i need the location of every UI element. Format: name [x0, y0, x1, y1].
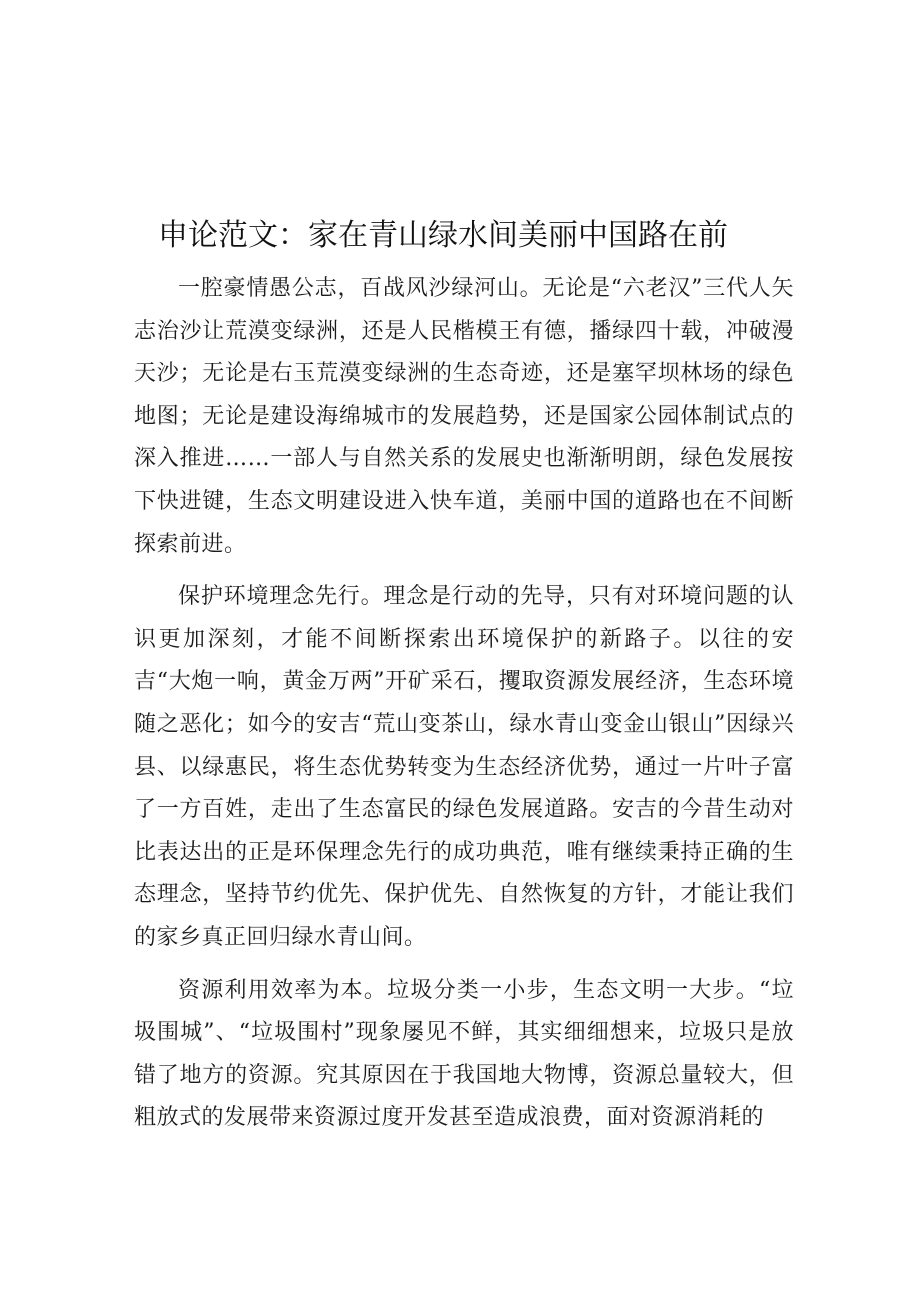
paragraph-environment-concept: 保护环境理念先行。理念是行动的先导，只有对环境问题的认识更加深刻，才能不间断探索出环境保护的新路子。以往的安吉“大炮一响，黄金万两”开矿采石，攫取资源发展经济，生态环境随之恶化；如今的安吉“荒山变茶山，绿水青山变金山银山”因绿兴县、以绿惠民，将生态优势转变为生态经济优势，通过一片叶子富了一方百姓，走出了生态富民的绿色发展道路。安吉的今昔生动对比表达出的正是环保理念先行的成功典范，唯有继续秉持正确的生态理念，坚持节约优先、保护优先、自然恢复的方针，才能让我们的家乡真正回归绿水青山间。	[134, 584, 794, 950]
paragraph-resource-efficiency: 资源利用效率为本。垃圾分类一小步，生态文明一大步。“垃圾围城”、“垃圾围村”现象屡见不鲜，其实细细想来，垃圾只是放错了地方的资源。究其原因在于我国地大物博，资源总量较大，但粗放式的发展带来资源过度开发甚至造成浪费，面对资源消耗的	[134, 977, 794, 1131]
paragraph-intro: 一腔豪情愚公志，百战风沙绿河山。无论是“六老汉”三代人矢志治沙让荒漠变绿洲，还是人民楷模王有德，播绿四十载，冲破漫天沙；无论是右玉荒漠变绿洲的生态奇迹，还是塞罕坝林场的绿色地图；无论是建设海绵城市的发展趋势，还是国家公园体制试点的深入推进……一部人与自然关系的发展史也渐渐明朗，绿色发展按下快进键，生态文明建设进入快车道，美丽中国的道路也在不间断探索前进。	[134, 276, 794, 557]
document-body	[134, 268, 794, 1150]
document-title: 申论范文：家在青山绿水间美丽中国路在前	[158, 218, 728, 253]
